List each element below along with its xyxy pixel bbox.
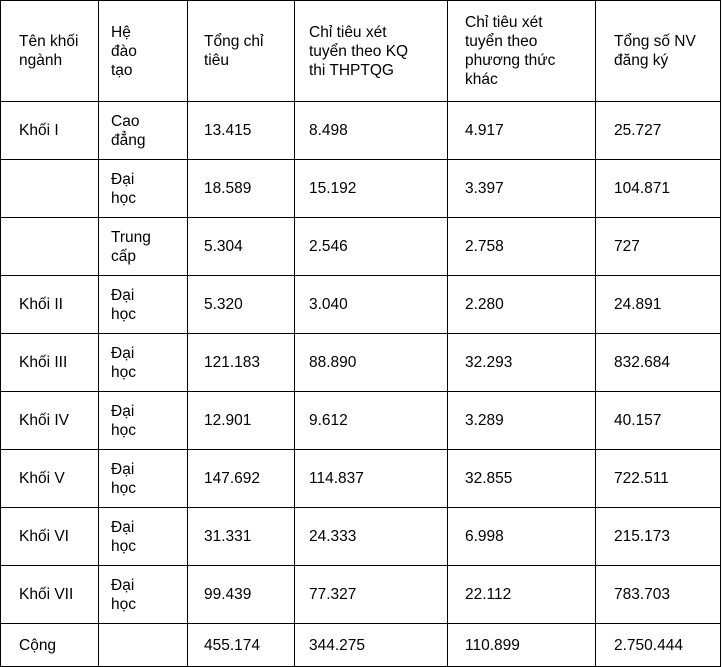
table-row bbox=[1, 218, 721, 276]
cell-chi-tieu-thptqg: 77.327 bbox=[295, 566, 448, 624]
cell-he-dao-tao: Đại học bbox=[99, 566, 188, 624]
cell-tong-chi-tieu: 12.901 bbox=[188, 392, 295, 450]
cell-he-dao-tao bbox=[99, 624, 188, 667]
cell-chi-tieu-thptqg: 15.192 bbox=[295, 160, 448, 218]
cell-he-dao-tao: Cao đẳng bbox=[99, 102, 188, 160]
cell-tong-chi-tieu: 121.183 bbox=[188, 334, 295, 392]
cell-tong-chi-tieu: 455.174 bbox=[188, 624, 295, 667]
cell-tong-nv: 783.703 bbox=[596, 566, 721, 624]
cell-khoi: Khối VII bbox=[1, 566, 99, 624]
cell-chi-tieu-thptqg: 344.275 bbox=[295, 624, 448, 667]
cell-chi-tieu-khac: 32.293 bbox=[448, 334, 596, 392]
cell-chi-tieu-khac: 6.998 bbox=[448, 508, 596, 566]
cell-tong-nv: 104.871 bbox=[596, 160, 721, 218]
cell-khoi: Khối IV bbox=[1, 392, 99, 450]
cell-chi-tieu-thptqg: 24.333 bbox=[295, 508, 448, 566]
cell-chi-tieu-khac: 4.917 bbox=[448, 102, 596, 160]
cell-chi-tieu-thptqg: 9.612 bbox=[295, 392, 448, 450]
cell-chi-tieu-khac: 2.280 bbox=[448, 276, 596, 334]
cell-tong-nv: 24.891 bbox=[596, 276, 721, 334]
cell-khoi: Cộng bbox=[1, 624, 99, 667]
cell-tong-nv: 727 bbox=[596, 218, 721, 276]
cell-tong-nv: 215.173 bbox=[596, 508, 721, 566]
cell-khoi: Khối II bbox=[1, 276, 99, 334]
table-row bbox=[1, 450, 721, 508]
cell-tong-chi-tieu: 99.439 bbox=[188, 566, 295, 624]
cell-khoi: Khối V bbox=[1, 450, 99, 508]
cell-tong-nv: 2.750.444 bbox=[596, 624, 721, 667]
cell-chi-tieu-thptqg: 114.837 bbox=[295, 450, 448, 508]
table-row bbox=[1, 160, 721, 218]
cell-khoi bbox=[1, 218, 99, 276]
cell-chi-tieu-thptqg: 88.890 bbox=[295, 334, 448, 392]
cell-tong-chi-tieu: 18.589 bbox=[188, 160, 295, 218]
header-row bbox=[1, 1, 721, 102]
header-chi-tieu-khac: Chỉ tiêu xét tuyển theo phương thức khác bbox=[448, 1, 596, 102]
cell-chi-tieu-khac: 3.397 bbox=[448, 160, 596, 218]
cell-chi-tieu-khac: 3.289 bbox=[448, 392, 596, 450]
cell-khoi: Khối VI bbox=[1, 508, 99, 566]
cell-he-dao-tao: Đại học bbox=[99, 334, 188, 392]
table-row bbox=[1, 276, 721, 334]
table-row bbox=[1, 566, 721, 624]
cell-tong-nv: 25.727 bbox=[596, 102, 721, 160]
cell-chi-tieu-khac: 32.855 bbox=[448, 450, 596, 508]
table-row bbox=[1, 334, 721, 392]
cell-khoi: Khối III bbox=[1, 334, 99, 392]
table-row bbox=[1, 102, 721, 160]
cell-tong-chi-tieu: 5.320 bbox=[188, 276, 295, 334]
total-row bbox=[1, 624, 721, 667]
cell-he-dao-tao: Đại học bbox=[99, 392, 188, 450]
cell-khoi: Khối I bbox=[1, 102, 99, 160]
header-tong-chi-tieu: Tổng chỉ tiêu bbox=[188, 1, 295, 102]
table-row bbox=[1, 392, 721, 450]
cell-khoi bbox=[1, 160, 99, 218]
cell-chi-tieu-thptqg: 3.040 bbox=[295, 276, 448, 334]
table-row bbox=[1, 508, 721, 566]
cell-he-dao-tao: Đại học bbox=[99, 160, 188, 218]
cell-tong-chi-tieu: 31.331 bbox=[188, 508, 295, 566]
cell-chi-tieu-khac: 22.112 bbox=[448, 566, 596, 624]
header-khoi-nganh: Tên khối ngành bbox=[1, 1, 99, 102]
cell-tong-chi-tieu: 5.304 bbox=[188, 218, 295, 276]
cell-tong-nv: 40.157 bbox=[596, 392, 721, 450]
cell-he-dao-tao: Đại học bbox=[99, 508, 188, 566]
cell-tong-chi-tieu: 147.692 bbox=[188, 450, 295, 508]
cell-tong-chi-tieu: 13.415 bbox=[188, 102, 295, 160]
cell-tong-nv: 722.511 bbox=[596, 450, 721, 508]
header-tong-nv: Tổng số NV đăng ký bbox=[596, 1, 721, 102]
cell-tong-nv: 832.684 bbox=[596, 334, 721, 392]
cell-chi-tieu-thptqg: 8.498 bbox=[295, 102, 448, 160]
cell-he-dao-tao: Trung cấp bbox=[99, 218, 188, 276]
cell-he-dao-tao: Đại học bbox=[99, 450, 188, 508]
header-he-dao-tao: Hệ đào tạo bbox=[99, 1, 188, 102]
cell-chi-tieu-khac: 110.899 bbox=[448, 624, 596, 667]
cell-chi-tieu-khac: 2.758 bbox=[448, 218, 596, 276]
cell-he-dao-tao: Đại học bbox=[99, 276, 188, 334]
header-chi-tieu-thptqg: Chỉ tiêu xét tuyển theo KQ thi THPTQG bbox=[295, 1, 448, 102]
cell-chi-tieu-thptqg: 2.546 bbox=[295, 218, 448, 276]
